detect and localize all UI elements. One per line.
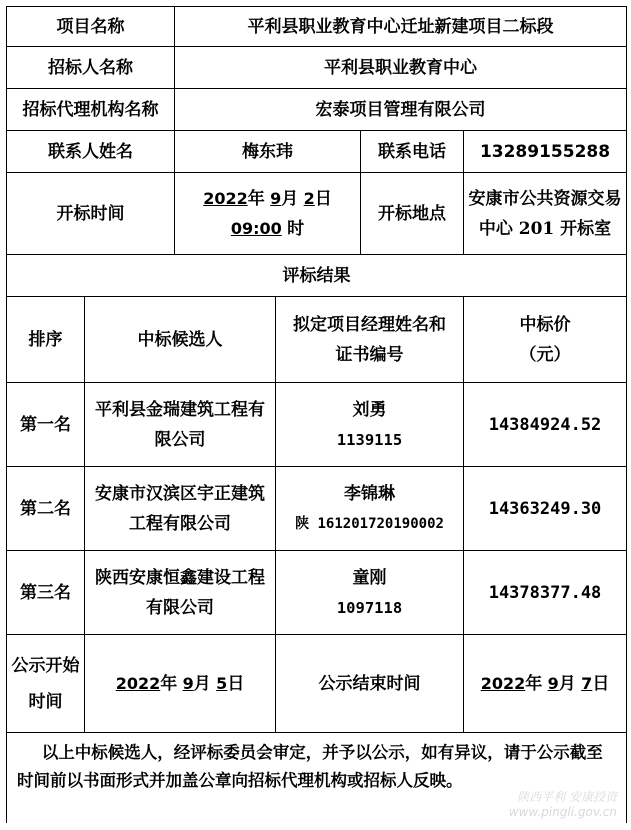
table-row <box>7 467 627 551</box>
open-clock: 09:00 <box>230 218 282 238</box>
project-name-label: 项目名称 <box>7 7 175 47</box>
manager-cell: 李锦琳 陕 161201720190002 <box>276 467 464 551</box>
agency-label: 招标代理机构名称 <box>7 89 175 131</box>
candidate-header: 中标候选人 <box>85 297 276 383</box>
manager-cell: 刘勇 1139115 <box>276 383 464 467</box>
publicity-end-label: 公示结束时间 <box>276 635 464 733</box>
price-cell: 14384924.52 <box>464 383 627 467</box>
agency-row <box>7 89 627 131</box>
publicity-row <box>7 635 627 733</box>
watermark-line2: www.pingli.gov.cn <box>508 805 617 819</box>
open-time-value: 2022年 9月 2日 09:00 时 <box>175 173 361 255</box>
price-cell: 14378377.48 <box>464 551 627 635</box>
bid-notice-table <box>6 6 627 823</box>
project-name-row <box>7 7 627 47</box>
results-title-row <box>7 255 627 297</box>
open-month: 9 <box>270 188 282 208</box>
open-day: 2 <box>303 188 315 208</box>
footer-text: 以上中标候选人，经评标委员会审定，并予以公示，如有异议，请于公示截至时间前以书面形式并加盖公章向招标代理机构或招标人反映。 <box>17 743 603 790</box>
phone-value: 13289155288 <box>464 131 627 173</box>
rank-cell: 第三名 <box>7 551 85 635</box>
agency-value: 宏泰项目管理有限公司 <box>175 89 627 131</box>
tenderer-row <box>7 47 627 89</box>
project-name-value: 平利县职业教育中心迁址新建项目二标段 <box>175 7 627 47</box>
contact-value: 梅东玮 <box>175 131 361 173</box>
watermark <box>509 790 617 820</box>
rank-cell: 第二名 <box>7 467 85 551</box>
open-place-label: 开标地点 <box>361 173 464 255</box>
table-row <box>7 551 627 635</box>
open-time-label: 开标时间 <box>7 173 175 255</box>
manager-header: 拟定项目经理姓名和 证书编号 <box>276 297 464 383</box>
tenderer-label: 招标人名称 <box>7 47 175 89</box>
phone-label: 联系电话 <box>361 131 464 173</box>
open-year: 2022 <box>203 188 248 208</box>
candidate-cell: 安康市汉滨区宇正建筑工程有限公司 <box>85 467 276 551</box>
publicity-start-label: 公示开始时间 <box>7 635 85 733</box>
price-cell: 14363249.30 <box>464 467 627 551</box>
publicity-start-value: 2022年 9月 5日 <box>85 635 276 733</box>
rank-cell: 第一名 <box>7 383 85 467</box>
candidate-cell: 平利县金瑞建筑工程有限公司 <box>85 383 276 467</box>
results-title: 评标结果 <box>7 255 627 297</box>
manager-cell: 童刚 1097118 <box>276 551 464 635</box>
contact-row <box>7 131 627 173</box>
publicity-end-value: 2022年 9月 7日 <box>464 635 627 733</box>
open-place-value: 安康市公共资源交易中心 201 开标室 <box>464 173 627 255</box>
results-header-row <box>7 297 627 383</box>
table-row <box>7 383 627 467</box>
watermark-line1: 陕西平利 安康投资 <box>517 790 617 804</box>
opening-row <box>7 173 627 255</box>
contact-label: 联系人姓名 <box>7 131 175 173</box>
tenderer-value: 平利县职业教育中心 <box>175 47 627 89</box>
rank-header: 排序 <box>7 297 85 383</box>
price-header: 中标价 （元） <box>464 297 627 383</box>
candidate-cell: 陕西安康恒鑫建设工程有限公司 <box>85 551 276 635</box>
